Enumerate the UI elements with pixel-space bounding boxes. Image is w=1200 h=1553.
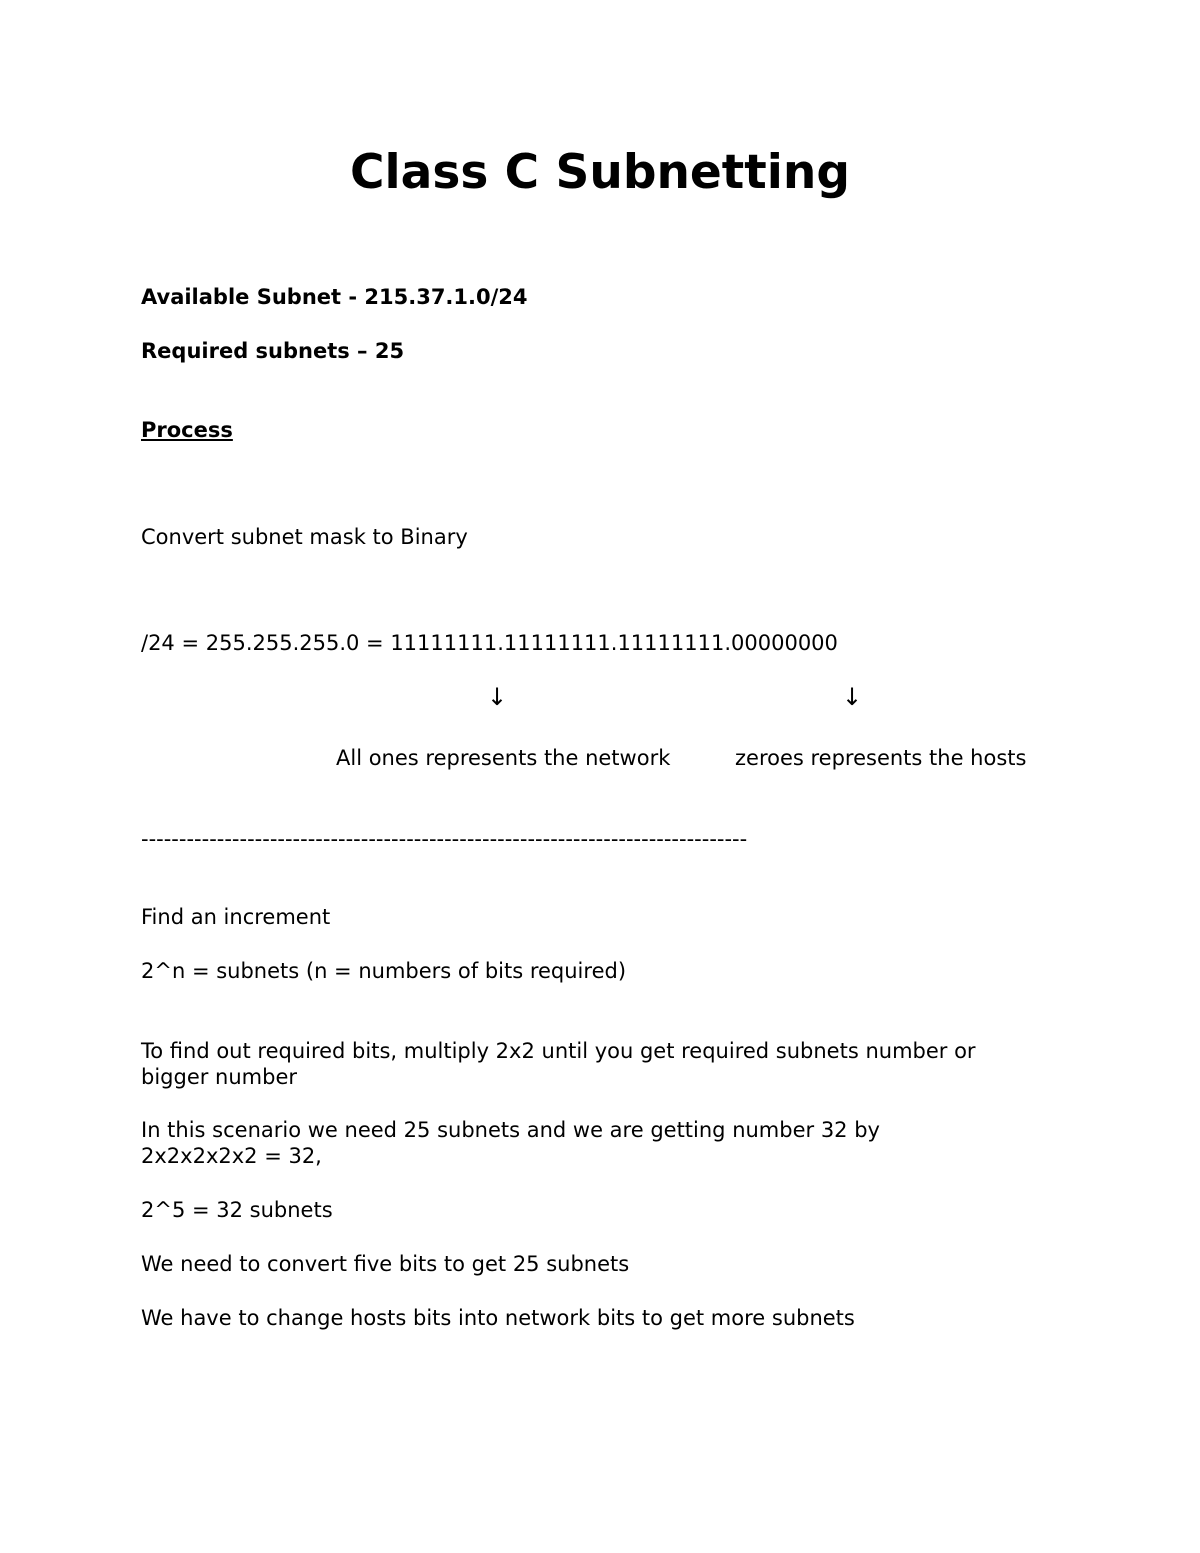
convert-bits-line: We need to convert five bits to get 25 subnets xyxy=(141,1252,630,1276)
change-bits-line: We have to change hosts bits into network bits to get more subnets xyxy=(141,1306,855,1330)
process-heading: Process xyxy=(141,418,233,442)
hosts-annotation: zeroes represents the hosts xyxy=(735,746,1027,770)
separator-line: -------------------------------------------------------------------------------- xyxy=(141,827,748,851)
formula-line: 2^n = subnets (n = numbers of bits required) xyxy=(141,959,627,983)
down-arrow-icon: ↓ xyxy=(842,683,863,711)
required-subnets-line: Required subnets – 25 xyxy=(141,339,405,363)
down-arrow-icon: ↓ xyxy=(487,683,508,711)
convert-instruction: Convert subnet mask to Binary xyxy=(141,525,468,549)
increment-heading: Find an increment xyxy=(141,905,331,929)
page-title: Class C Subnetting xyxy=(350,145,850,200)
result-line: 2^5 = 32 subnets xyxy=(141,1198,333,1222)
network-annotation: All ones represents the network xyxy=(336,746,671,770)
required-bits-paragraph: To find out required bits, multiply 2x2 until you get required subnets number or bigger number xyxy=(141,1039,976,1089)
available-subnet-line: Available Subnet - 215.37.1.0/24 xyxy=(141,285,528,309)
subnet-mask-binary-line: /24 = 255.255.255.0 = 11111111.11111111.11111111.00000000 xyxy=(141,631,838,655)
scenario-paragraph: In this scenario we need 25 subnets and we are getting number 32 by 2x2x2x2x2 = 32, xyxy=(141,1118,880,1168)
